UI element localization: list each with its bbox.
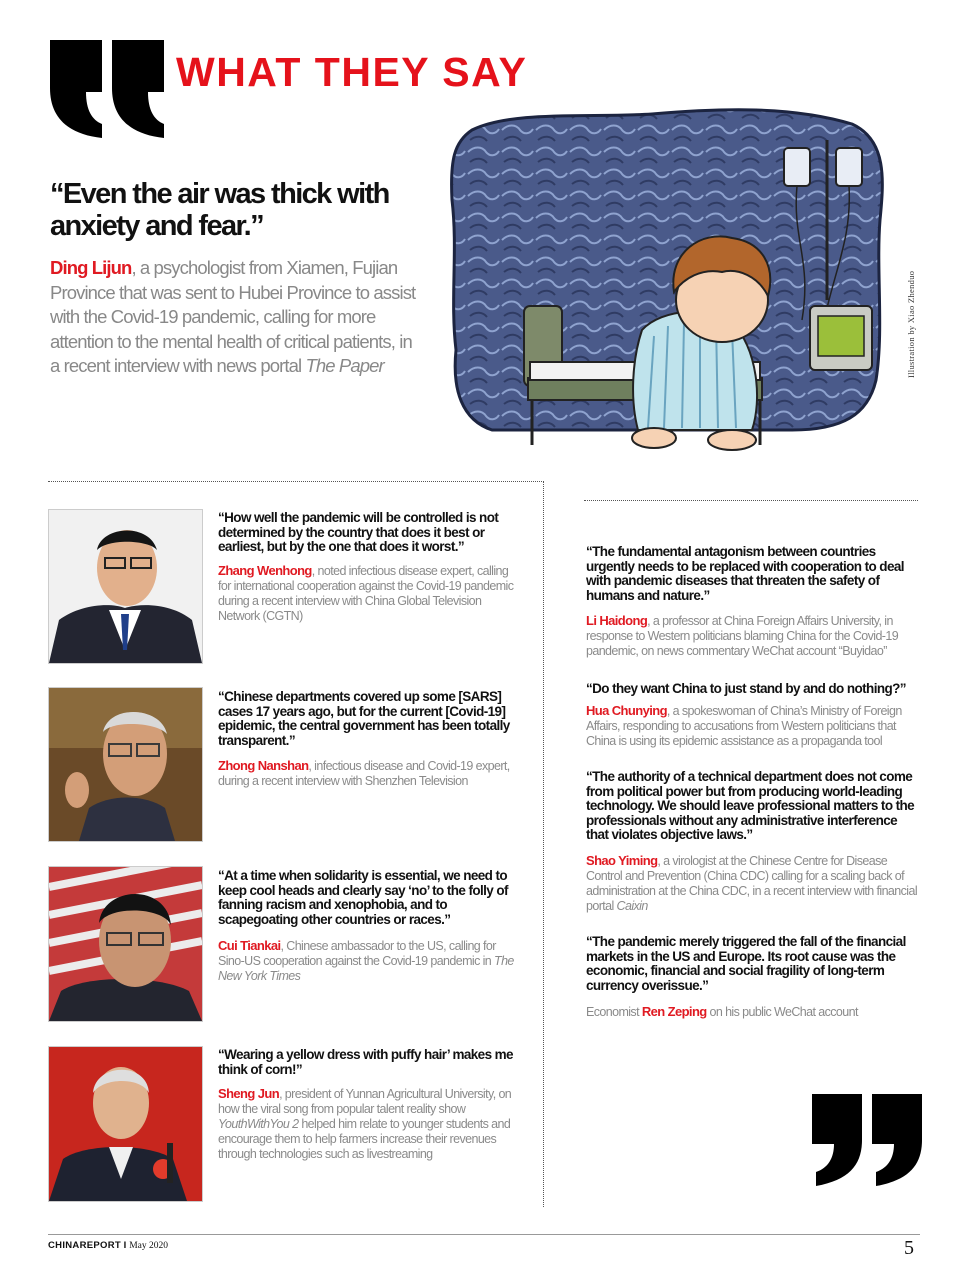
source-show: YouthWithYou 2 (218, 1117, 299, 1131)
quote-zhong-nanshan: “Chinese departments covered up some [SARS] cases 17 years ago, but for the current [Covid-19] epidemic, the central government has been totally transparent.” (218, 689, 510, 748)
divider-left-top (48, 481, 544, 482)
quote-hua-chunying: “Do they want China to just stand by and do nothing?” (586, 681, 906, 696)
speaker-description: on his public WeChat account (706, 1005, 858, 1019)
portrait-zhang-wenhong (48, 509, 203, 664)
speaker-description: , a virologist at the Chinese Centre for Disease Control and Prevention (China CDC) calling for a scaling back of administration at the China CDC, in a recent interview with financial portal (586, 854, 917, 913)
lead-speaker-name: Ding Lijun (50, 257, 132, 278)
speaker-name: Shao Yiming (586, 853, 658, 868)
speaker-description: , a spokeswoman of China’s Ministry of Foreign Affairs, responding to accusations from Western politicians that China is using its epidemic assistance as a propaganda tool (586, 704, 902, 748)
lead-source: The Paper (305, 355, 384, 376)
speaker-name: Ren Zeping (641, 1004, 707, 1019)
source-publication: The New York Times (218, 954, 514, 983)
issue-date: May 2020 (129, 1241, 168, 1251)
speaker-description: , Chinese ambassador to the US, calling for Sino-US cooperation against the Covid-19 pandemic in (218, 939, 496, 968)
portrait-zhong-nanshan (48, 687, 203, 842)
portrait-image (49, 510, 202, 663)
attribution-cui-tiankai (218, 938, 518, 984)
speaker-description: , president of Yunnan Agricultural University, on how the viral song from popular talent reality show (218, 1087, 512, 1116)
quote-cui-tiankai: “At a time when solidarity is essential, we need to keep cool heads and clearly say ‘no’ to the folly of fanning racism and xenophobia, and to scapegoating other countries or races.” (218, 868, 508, 927)
speaker-name: Sheng Jun (218, 1086, 280, 1101)
speaker-name: Zhang Wenhong (218, 563, 312, 578)
lead-quote: “Even the air was thick with anxiety and fear.” (50, 178, 389, 242)
open-quote-mark-icon (44, 30, 169, 140)
lead-description: , a psychologist from Xiamen, Fujian Province that was sent to Hubei Province to assist with the Covid-19 pandemic, calling for more attention to the mental health of critical patients, in a recent interview with news portal (50, 257, 416, 376)
speaker-name: Zhong Nanshan (218, 758, 309, 773)
speaker-description: , noted infectious disease expert, calling for international cooperation against the Covid-19 pandemic during a recent interview with China Global Television Network (CGTN) (218, 564, 514, 623)
page-title: WHAT THEY SAY (176, 49, 528, 95)
footer-publication (48, 1240, 168, 1251)
attribution-sheng-jun (218, 1086, 518, 1162)
speaker-description: , a professor at China Foreign Affairs University, in response to Western politicians blaming China for the Covid-19 pandemic, on news commentary WeChat account “Buyidao” (586, 614, 899, 658)
portrait-image (49, 1047, 202, 1201)
divider-column (543, 481, 544, 1207)
attribution-shao-yiming (586, 853, 918, 914)
source-publication: Caixin (616, 899, 648, 913)
attribution-zhong-nanshan (218, 758, 520, 789)
attribution-hua-chunying (586, 703, 918, 749)
publication-name: CHINAREPORT (48, 1240, 121, 1251)
speaker-name: Cui Tiankai (218, 938, 281, 953)
quote-zhang-wenhong: “How well the pandemic will be controlled is not determined by the country that does it best or earliest, but by the one that does it worst.” (218, 510, 499, 554)
quote-li-haidong: “The fundamental antagonism between countries urgently needs to be replaced with cooperation to deal with pandemic diseases that threaten the safety of humans and nature.” (586, 544, 904, 603)
lead-attribution (50, 256, 420, 379)
page-number: 5 (904, 1237, 914, 1259)
speaker-prefix: Economist (586, 1005, 642, 1019)
quote-shao-yiming: “The authority of a technical department does not come from political power but from producing world-leading technology. We should leave professional matters to the professionals without any administrative interference that violates objective laws.” (586, 769, 915, 842)
illustration-credit-text: Illustration by Xiao Zhenduo (906, 270, 916, 378)
portrait-cui-tiankai (48, 866, 203, 1022)
illustration-credit (906, 238, 920, 378)
portrait-sheng-jun (48, 1046, 203, 1202)
illustration-anxious-patient (432, 100, 902, 490)
close-quote-mark-icon (806, 1092, 928, 1188)
footer-separator: I (123, 1240, 127, 1251)
speaker-description: , infectious disease and Covid-19 expert, during a recent interview with Shenzhen Television (218, 759, 510, 788)
attribution-zhang-wenhong (218, 563, 520, 624)
speaker-description-continued: helped him relate to younger students and encourage them to help farmers increase their revenues through technologies such as livestreaming (218, 1117, 511, 1161)
quote-sheng-jun: “Wearing a yellow dress with puffy hair’ makes me think of corn!” (218, 1047, 513, 1077)
footer-rule (48, 1234, 920, 1235)
attribution-li-haidong (586, 613, 918, 659)
speaker-name: Hua Chunying (586, 703, 667, 718)
portrait-image (49, 688, 202, 841)
quote-ren-zeping: “The pandemic merely triggered the fall of the financial markets in the US and Europe. Its root cause was the economic, financial and social fragility of long-term currency overissue.” (586, 934, 906, 993)
divider-right-top (584, 500, 918, 501)
portrait-image (49, 867, 202, 1021)
speaker-name: Li Haidong (586, 613, 648, 628)
attribution-ren-zeping (586, 1004, 918, 1020)
